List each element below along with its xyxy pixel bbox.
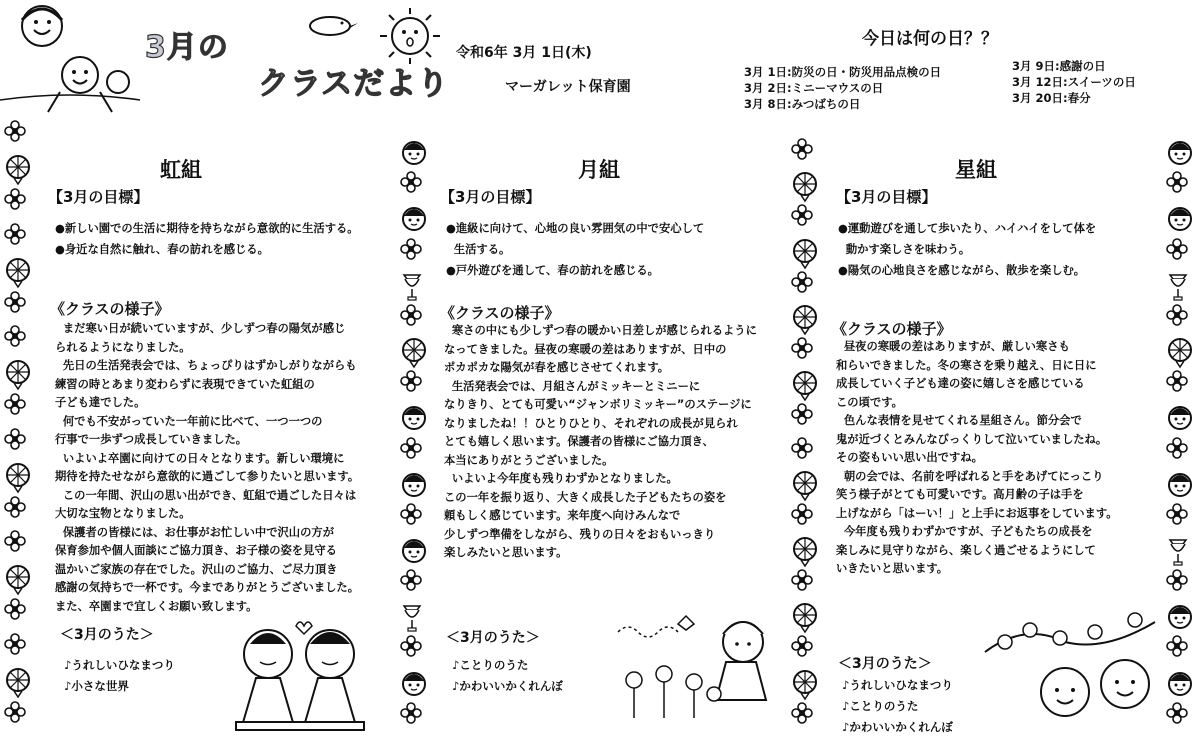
face-icon (1166, 602, 1194, 634)
face-icon (1166, 138, 1194, 170)
flower-icon (1166, 304, 1188, 330)
flower-icon (4, 291, 26, 317)
face-icon (1166, 204, 1194, 236)
lantern-icon (1166, 536, 1190, 570)
goal-heading: 【3月の目標】 (440, 188, 541, 206)
face-icon (1166, 403, 1194, 435)
temari-icon (791, 470, 819, 504)
temari-icon (791, 304, 819, 338)
flower-icon (791, 569, 813, 595)
flower-icon (1166, 437, 1188, 463)
flower-icon (4, 325, 26, 351)
temari-icon (791, 602, 819, 636)
face-icon (1166, 470, 1194, 502)
issue-date: 令和6年 3月 1日(木) (456, 45, 592, 61)
temari-icon (791, 238, 819, 272)
lantern-icon (400, 602, 424, 636)
flower-icon (1166, 171, 1188, 197)
temari-icon (791, 669, 819, 703)
flower-icon (4, 223, 26, 249)
class-title-tsuki: 月組 (578, 158, 620, 182)
temari-icon (4, 462, 32, 496)
flower-icon (400, 370, 422, 396)
flower-icon (791, 337, 813, 363)
border-decoration-left (4, 120, 34, 735)
song-list: ♪うれしいひなまつり ♪ことりのうた ♪かわいいかくれんぼ (842, 678, 953, 734)
flower-icon (400, 171, 422, 197)
state-heading: 《クラスの様子》 (832, 320, 952, 338)
flower-icon (1166, 635, 1188, 661)
goal-heading: 【3月の目標】 (48, 188, 149, 206)
temari-icon (791, 536, 819, 570)
state-heading: 《クラスの様子》 (440, 304, 560, 322)
flower-icon (4, 633, 26, 659)
temari-icon (4, 154, 32, 188)
state-text: 寒さの中にも少しずつ春の暖かい日差しが感じられるように なってきました。昼夜の寒暖の差はありますが、日中の ポカポカな陽気が春を感じさせてくれます。 生活発表会では、月組さんがミッキーとミニーに なりきり、とても可愛い“ジャンボリミッキー”のステージに なりましたね！！ひとりひとり、それぞれの成長が見られ とても嬉しく思います。保護者の皆様にご協力頂き、 本当にありがとうございました。 いよいよ今年度も残りわずかとなりました。 この一年を振り返り、大きく成長した子どもたちの姿を 頼もしく感じています。来年度へ向けみんなで 少しずつ準備をしながら、残りの日々をおもいっきり 楽しみたいと思います。 (444, 324, 757, 559)
goal-list: ●運動遊びを通して歩いたり、ハイハイをして体を 動かす楽しさを味わう。 ●陽気の心地良さを感じながら、散歩を楽しむ。 (838, 222, 1097, 277)
flower-icon (4, 598, 26, 624)
child-flowers-illustration (618, 612, 778, 722)
temari-icon (4, 257, 32, 291)
flower-icon (1166, 702, 1188, 728)
song-list: ♪ことりのうた ♪かわいいかくれんぼ (452, 658, 563, 693)
state-text: 昼夜の寒暖の差はありますが、厳しい寒さも 和らいできました。冬の寒さを乗り越え、日に日に 成長していく子ども達の姿に嬉しさを感じている この頃です。 色んな表情を見せてくれる星組さん。節分会で 鬼が近づくとみんなびっくりして泣いていましたね。 その姿もいい思い出ですね。 朝の会では、名前を呼ばれると手をあげてにっこり 笑う様子がとても可愛いです。高月齢の子は手を 上げながら「はーい！」と上手にお返事をしています。 今年度も残りわずかですが、子どもたちの成長を 楽しみに見守りながら、楽しく過ごせるようにして いきたいと思います。 (836, 340, 1118, 575)
song-list: ♪うれしいひなまつり ♪小さな世界 (64, 658, 175, 693)
today-item: 3月 12日:スイーツの日 (1012, 75, 1136, 89)
bird-illustration (300, 10, 360, 40)
border-decoration-mid-right (791, 138, 821, 735)
flower-icon (4, 428, 26, 454)
flower-icon (791, 503, 813, 529)
flower-icon (400, 238, 422, 264)
song-heading: ＜3月のうた＞ (838, 656, 932, 672)
temari-icon (4, 359, 32, 393)
temari-icon (4, 667, 32, 701)
goal-list: ●進級に向けて、心地の良い雰囲気の中で安心して 生活する。 ●戸外遊びを通して、春の訪れを感じる。 (446, 222, 705, 277)
flower-icon (400, 437, 422, 463)
flower-icon (400, 635, 422, 661)
song-heading: ＜3月のうた＞ (446, 630, 540, 646)
face-icon (400, 204, 428, 236)
temari-icon (791, 370, 819, 404)
today-item: 3月 1日:防災の日・防災用品点検の日 (744, 65, 942, 79)
children-illustration (0, 0, 140, 120)
face-icon (400, 536, 428, 568)
today-item: 3月 8日:みつばちの日 (744, 97, 861, 111)
temari-icon (400, 337, 428, 371)
flower-icon (400, 702, 422, 728)
border-decoration-right (1166, 138, 1196, 735)
state-text: まだ寒い日が続いていますが、少しずつ春の陽気が感じ られるようになりました。 先日の生活発表会では、ちょっぴりはずかしがりながらも 練習の時とあまり変わらずに表現できていた虹組の 子ども達でした。 何でも不安がっていた一年前に比べて、一つ一つの 行事で一歩ずつ成長していきました。 いよいよ卒園に向けての日々となります。新しい環境に 期待を持たせながら意欲的に過ごして参りたいと思います。 この一年間、沢山の思い出ができ、虹組で過ごした日々は 大切な宝物となりました。 保護者の皆様には、お仕事がお忙しい中で沢山の方が 保育参加や個人面談にご協力頂き、お子様の姿を見守る 温かいご家族の存在でした。沢山のご協力、ご尽力頂き 感謝の気持ちで一杯です。今までありがとうございました。 また、卒園まで宜しくお願い致します。 (55, 322, 360, 613)
today-title: 今日は何の日？？ (862, 29, 998, 49)
today-item: 3月 9日:感謝の日 (1012, 59, 1106, 73)
temari-icon (791, 171, 819, 205)
flower-icon (791, 635, 813, 661)
school-name: マーガレット保育園 (505, 79, 631, 95)
temari-icon (1166, 337, 1194, 371)
flower-icon (791, 138, 813, 164)
song-heading: ＜3月のうた＞ (60, 627, 154, 643)
face-icon (400, 470, 428, 502)
flower-icon (791, 702, 813, 728)
today-list-right (1012, 58, 1136, 106)
lantern-icon (1166, 271, 1190, 305)
flower-icon (1166, 569, 1188, 595)
hina-dolls-illustration (230, 614, 370, 732)
temari-icon (4, 564, 32, 598)
flower-icon (400, 569, 422, 595)
state-heading: 《クラスの様子》 (50, 300, 170, 318)
face-icon (400, 138, 428, 170)
flower-icon (791, 403, 813, 429)
today-list-left (744, 64, 941, 112)
today-item: 3月 2日:ミニーマウスの日 (744, 81, 884, 95)
goal-heading: 【3月の目標】 (836, 188, 937, 206)
flower-icon (400, 503, 422, 529)
flower-icon (1166, 370, 1188, 396)
children-blossom-illustration (985, 612, 1160, 732)
flower-icon (400, 304, 422, 330)
title-line1: 3月の (145, 30, 229, 65)
flower-icon (4, 530, 26, 556)
flower-icon (1166, 238, 1188, 264)
flower-icon (4, 393, 26, 419)
flower-icon (4, 496, 26, 522)
today-item: 3月 20日:春分 (1012, 91, 1091, 105)
flower-icon (4, 188, 26, 214)
face-icon (400, 403, 428, 435)
border-decoration-mid-left (400, 138, 430, 735)
title-line2: クラスだより (258, 66, 450, 102)
lantern-icon (400, 271, 424, 305)
flower-icon (791, 271, 813, 297)
flower-icon (1166, 503, 1188, 529)
class-title-hoshi: 星組 (955, 158, 997, 182)
flower-icon (791, 437, 813, 463)
flower-icon (4, 120, 26, 146)
face-icon (1166, 669, 1194, 701)
flower-icon (4, 701, 26, 727)
face-icon (400, 669, 428, 701)
goal-list: ●新しい園での生活に期待を持ちながら意欲的に生活する。 ●身近な自然に触れ、春の訪れを感じる。 (55, 222, 359, 256)
sun-illustration (375, 6, 445, 66)
flower-icon (791, 204, 813, 230)
class-title-niji: 虹組 (160, 158, 202, 182)
